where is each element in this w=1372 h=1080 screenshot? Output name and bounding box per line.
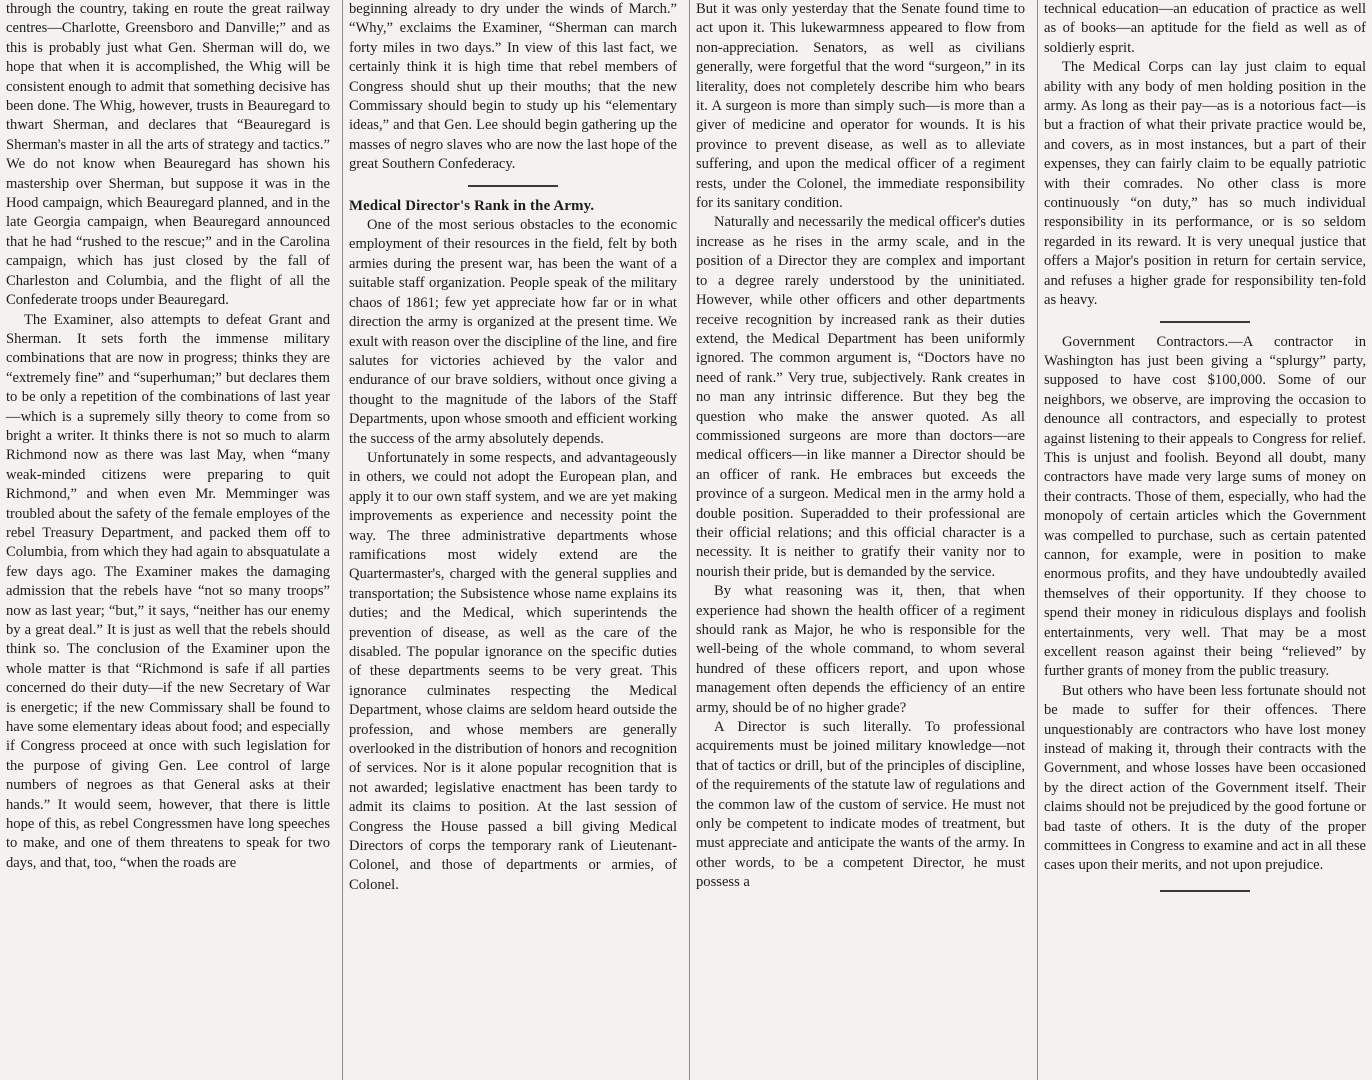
column-3 [689, 0, 1031, 1080]
paragraph: Unfortunately in some respects, and advantageously in others, we could not adopt the European plan, and apply it to our own staff system, and we are yet making improvements as experience and necessity point the way. The three administrative departments whose ramifications most widely extend are the Quartermaster's, charged with the general supplies and transportation; the Subsistence whose name explains its duties; and the Medical, which superintends the prevention of disease, as well as the care of the disabled. The popular ignorance on the specific duties of these departments seems to be very great. This ignorance culminates respecting the Medical Department, whose claims are seldom heard outside the profession, and whose members are generally overlooked in the distribution of honors and recognition of services. Nor is it alone popular recognition that is not awarded; legislative enactment has been tardy to admit its claims to position. At the last session of Congress the House passed a bill giving Medical Directors of corps the temporary rank of Lieutenant-Colonel, and those of departments or armies, of Colonel. [349, 449, 677, 893]
column-4 [1037, 0, 1372, 1080]
paragraph: Government Contractors.—A contractor in Washington has just been giving a “splurgy” party, supposed to have cost $100,000. Some of our neighbors, we observe, are improving the occasion to denounce all contractors, and especially to protest against listening to their appeals to Congress for relief. This is unjust and foolish. Beyond all doubt, many contractors have made very large sums of money on their contracts. Those of them, especially, who had the monopoly of certain articles which the Government was compelled to purchase, such as certain patented cannon, for example, were in position to make enormous profits, and they have undoubtedly availed themselves of their opportunity. If they choose to spend their money in ridiculous displays and foolish entertainments, very well. That may be a most excellent reason against their being “relieved” by further grants of money from the public treasury. [1044, 333, 1366, 680]
section-divider [468, 185, 558, 187]
paragraph: But it was only yesterday that the Senate found time to act upon it. This lukewarmness appeared to flow from non-appreciation. Senators, as well as civilians generally, were forgetful that the word “surgeon,” in its literality, does not completely describe him who bears it. A surgeon is more than simply such—is more than a giver of medicine and operator for wounds. It is his province to prevent disease, as well as to alleviate suffering, and upon the medical officer of a regiment rests, under the Colonel, the immediate responsibility for its sanitary condition. [696, 1, 1025, 212]
column-1 [0, 0, 336, 1080]
paragraph: through the country, taking en route the great railway centres—Charlotte, Greensboro and Danville;” and as this is probably just what Gen. Sherman will do, we hope that when it is accomplished, the Whig will be consistent enough to admit that something decisive has been done. The Whig, however, trusts in Beauregard to thwart Sherman, and declares that “Beauregard is Sherman's master in all the arts of strategy and tactics.” We do not know when Beauregard has shown his mastership over Sherman, but suppose it was in the Hood campaign, which Beauregard planned, and in the late Georgia campaign, when Beauregard announced that he had “rushed to the rescue;” and in the Carolina campaign, which has just closed by the fall of Charleston and Columbia, and the flight of all the Confederate troops under Beauregard. [6, 1, 330, 309]
paragraph: beginning already to dry under the winds of March.” “Why,” exclaims the Examiner, “Sherman can march forty miles in two days.” In view of this last fact, we certainly think it is high time that rebel members of Congress should shut up their mouths; that the new Commissary should begin to study up his “elementary ideas,” and that Gen. Lee should begin gathering up the masses of negro slaves who are now the last hope of the great Southern Confederacy. [349, 1, 677, 173]
paragraph: The Medical Corps can lay just claim to equal ability with any body of men holding position in the army. As long as their pay—as is a notorious fact—is but a fraction of what their private practice would be, and covers, as in most instances, but a part of their expenses, they can fairly claim to be equally patriotic with their comrades. No other class is more continuously “on duty,” has so much individual responsibility in its performance, or is so seldom regarded in its reward. It is very unequal justice that offers a Major's position in return for certain service, and refuses a higher grade for responsibility ten-fold as heavy. [1044, 59, 1366, 309]
section-divider [1160, 890, 1250, 892]
paragraph: A Director is such literally. To professional acquirements must be joined military knowledge—not that of tactics or drill, but of the principles of discipline, of the requirements of the statute law of regulations and the common law of the custom of service. He must not only be competent to indicate modes of treatment, but must appreciate and anticipate the wants of the army. In other words, to be a competent Director, he must possess a [696, 719, 1025, 891]
paragraph: By what reasoning was it, then, that when experience had shown the health officer of a regiment should rank as Major, he who is responsible for the well-being of the whole command, to whom several hundred of these officers report, and upon whose management often depends the efficiency of an entire army, should be of no higher grade? [696, 583, 1025, 716]
paragraph: technical education—an education of practice as well as of books—an aptitude for the field as well as of soldierly esprit. [1044, 1, 1366, 56]
paragraph: But others who have been less fortunate should not be made to suffer for their offences. There unquestionably are contractors who have lost money instead of making it, through their contracts with the Government, and whose losses have been occasioned by the direct action of the Government itself. Their claims should not be prejudiced by the good fortune or bad taste of others. It is the duty of the proper committees in Congress to examine and act in all these cases upon their merits, and not upon prejudice. [1044, 682, 1366, 874]
article-heading: Medical Director's Rank in the Army. [349, 197, 595, 214]
paragraph: One of the most serious obstacles to the economic employment of their resources in the field, felt by both armies during the present war, has been the want of a suitable staff organization. People speak of the military chaos of 1861; few yet appreciate how far or in what direction the army is organized at the present time. We exult with reason over the discipline of the line, and fire salutes for victories achieved by the valor and endurance of our brave soldiers, without once giving a thought to the magnitude of the labors of the Staff Departments, upon whose smooth and efficient working the success of the army absolutely depends. [349, 217, 677, 447]
paragraph: Naturally and necessarily the medical officer's duties increase as he rises in the army scale, and in the position of a Director they are complex and important to a degree rarely understood by the uninitiated. However, while other officers and other departments receive recognition by increased rank as their duties extend, the Medical Department has been uniformly ignored. The common argument is, “Doctors have no need of rank.” Very true, subjectively. Rank creates in no man any intrinsic difference. But they beg the question who make the answer quoted. As all commissioned surgeons are more than doctors—are medical officers—in like manner a Director should be an officer of rank. He embraces but exceeds the province of a surgeon. Medical men in the army hold a double position. Superadded to their professional are their official relations; and this official character is a necessity. It is neither to gratify their vanity nor to nourish their pride, but is demanded by the service. [696, 214, 1025, 580]
section-divider [1160, 321, 1250, 323]
paragraph: The Examiner, also attempts to defeat Grant and Sherman. It sets forth the immense military combinations that are now in progress; thinks they are “extremely fine” and “superhuman;” but declares them to be only a repetition of the combinations of last year—which is a supremely silly theory to come from so bright a writer. It thinks there is not so much to alarm Richmond now as there was last May, when “many weak-minded citizens were preparing to quit Richmond,” and when even Mr. Memminger was troubled about the safety of the female employes of the rebel Treasury Department, and packed them off to Columbia, from which they had again to absquatulate a few days ago. The Examiner makes the damaging admission that the rebels have “not so many troops” now as last year; “but,” it says, “neither has our enemy by a great deal.” It is just as well that the rebels should think so. The conclusion of the Examiner upon the whole matter is that “Richmond is safe if all parties concerned do their duty—if the new Secretary of War is energetic; if the new Commissary shall be found to have some elementary ideas about food; and especially if Congress proceed at once with such legislation for the purpose of giving Gen. Lee control of large numbers of negroes as that General asks at their hands.” It would seem, however, that there is little hope of this, as rebel Congressmen have long speeches to make, and one of them threatens to speak for two days, and that, too, “when the roads are [6, 311, 330, 871]
column-2 [342, 0, 683, 1080]
